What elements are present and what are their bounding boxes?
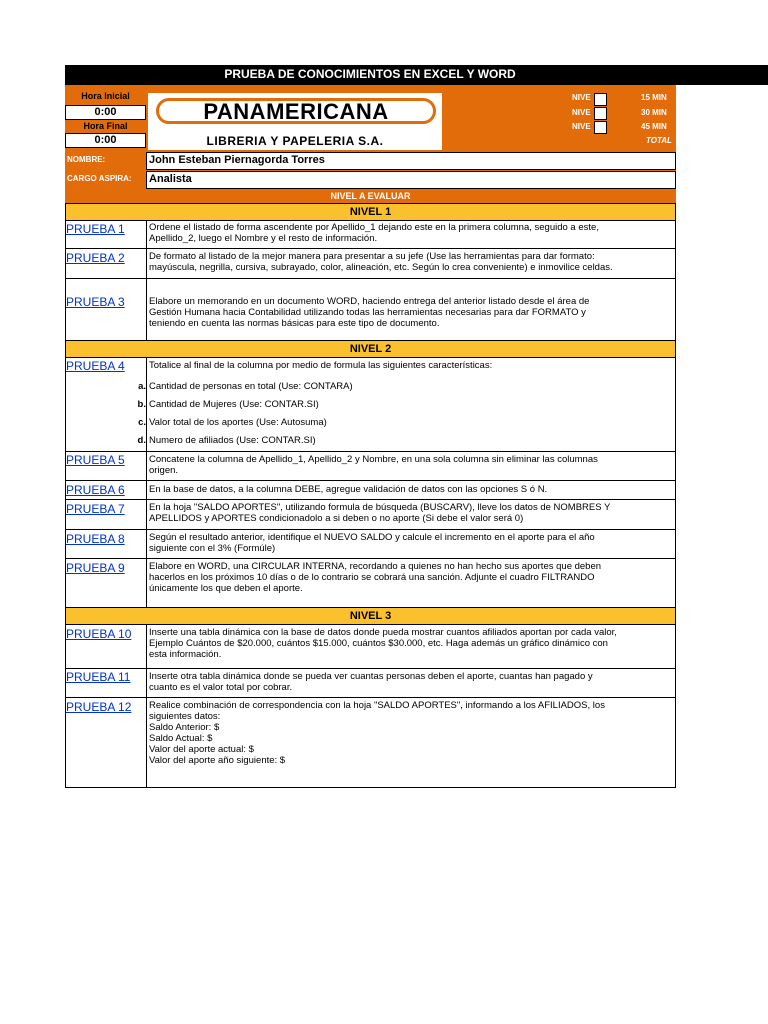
prueba-4-desc: Totalice al final de la columna por medio de formula las siguientes características: xyxy=(149,360,493,371)
prueba-7-link[interactable]: PRUEBA 7 xyxy=(66,502,125,516)
item-letter: d. xyxy=(137,435,146,446)
prueba-6-link[interactable]: PRUEBA 6 xyxy=(66,483,125,497)
prueba-12-link[interactable]: PRUEBA 12 xyxy=(66,700,132,714)
logo-brand: PANAMERICANA xyxy=(203,99,389,124)
logo-subtitle: LIBRERIA Y PAPELERIA S.A. xyxy=(206,134,384,148)
level-minutes-2: 30 MIN xyxy=(641,108,667,117)
prueba-4-link[interactable]: PRUEBA 4 xyxy=(66,359,125,373)
prueba-9-desc: Elabore en WORD, una CIRCULAR INTERNA, recordando a quienes no han hecho sus aportes que deben hacerlos en los próximos 10 días o de lo contrario se cobrará una sanción. Adjunte el cuadro FILTRANDO únicamente los que deben el aporte. xyxy=(149,561,602,594)
level-minutes-1: 15 MIN xyxy=(641,93,667,102)
prueba-5-desc: Concatene la columna de Apellido_1, Apellido_2 y Nombre, en una sola columna sin eliminar las columnas origen. xyxy=(149,454,598,476)
prueba-1-link[interactable]: PRUEBA 1 xyxy=(66,222,125,236)
row-divider xyxy=(65,451,676,452)
row-divider xyxy=(65,558,676,559)
level-label-2: NIVE xyxy=(572,108,591,117)
total-label: TOTAL xyxy=(646,136,672,145)
row-divider xyxy=(65,499,676,500)
item-text: Valor total de los aportes (Use: Autosuma) xyxy=(149,417,327,428)
item-letter: a. xyxy=(138,381,146,392)
name-label: NOMBRE: xyxy=(67,155,106,164)
nivel-2-header: NIVEL 2 xyxy=(65,340,676,358)
level-label-1: NIVE xyxy=(572,93,591,102)
prueba-1-desc: Ordene el listado de forma ascendente por Apellido_1 dejando este en la primera columna, seguido a este, Apellido_2, luego el Nombre y el resto de información. xyxy=(149,222,599,244)
prueba-2-desc: De formato al listado de la mejor manera para presentar a su jefe (Use las herramientas para dar formato: mayúscula, negrilla, cursiva, subrayado, color, alineación, etc. Según lo crea conveniente) e inmovilice celdas. xyxy=(149,251,613,273)
level-checkbox-1[interactable] xyxy=(594,93,607,106)
row-divider xyxy=(65,278,676,279)
row-divider xyxy=(65,668,676,669)
start-time-value[interactable]: 0:00 xyxy=(65,105,146,120)
level-checkbox-2[interactable] xyxy=(594,107,607,120)
item-letter: c. xyxy=(138,417,146,428)
row-divider xyxy=(65,480,676,481)
prueba-6-desc: En la base de datos, a la columna DEBE, agregue validación de datos con las opciones S ó N. xyxy=(149,484,548,495)
prueba-10-link[interactable]: PRUEBA 10 xyxy=(66,627,132,641)
end-time-label: Hora Final xyxy=(83,121,128,131)
role-field[interactable]: Analista xyxy=(146,171,676,189)
name-field[interactable]: John Esteban Piernagorda Torres xyxy=(146,152,676,170)
item-text: Cantidad de personas en total (Use: CONTARA) xyxy=(149,381,353,392)
prueba-11-desc: Inserte otra tabla dinámica donde se pueda ver cuantas personas deben el aporte, cuantas han pagado y cuanto es el valor total por cobrar. xyxy=(149,671,593,693)
title-bar xyxy=(65,65,768,85)
prueba-10-desc: Inserte una tabla dinámica con la base de datos donde pueda mostrar cuantos afiliados aportan por cada valor, Ejemplo Cuántos de $20.000, cuántos $15.000, cuántos $30.000, etc. Haga además un gráfico dinámico con esta información. xyxy=(149,627,617,660)
item-text: Cantidad de Mujeres (Use: CONTAR.SI) xyxy=(149,399,319,410)
prueba-2-link[interactable]: PRUEBA 2 xyxy=(66,251,125,265)
role-label: CARGO ASPIRA: xyxy=(67,174,132,183)
company-logo xyxy=(148,93,442,150)
prueba-9-link[interactable]: PRUEBA 9 xyxy=(66,561,125,575)
prueba-7-desc: En la hoja "SALDO APORTES", utilizando formula de búsqueda (BUSCARV), lleve los datos de NOMBRES Y APELLIDOS y APORTES condicionadolo a si deben o no aporte (Si debe el valor será 0) xyxy=(149,502,611,524)
item-letter: b. xyxy=(137,399,146,410)
prueba-8-link[interactable]: PRUEBA 8 xyxy=(66,532,125,546)
row-divider xyxy=(65,697,676,698)
start-time-label: Hora Inicial xyxy=(81,91,130,101)
nivel-1-header: NIVEL 1 xyxy=(65,203,676,221)
level-minutes-3: 45 MIN xyxy=(641,122,667,131)
nivel-evaluar-header: NIVEL A EVALUAR xyxy=(65,190,676,203)
prueba-8-desc: Según el resultado anterior, identifique el NUEVO SALDO y calcule el incremento en el aporte para el año siguiente con el 3% (Formúle) xyxy=(149,532,595,554)
prueba-3-link[interactable]: PRUEBA 3 xyxy=(66,295,125,309)
page-title: PRUEBA DE CONOCIMIENTOS EN EXCEL Y WORD xyxy=(224,67,516,81)
prueba-3-desc: Elabore un memorando en un documento WORD, haciendo entrega del anterior listado desde el área de Gestión Humana hacia Contabilidad utilizando todas las herramientas necesarias para dar FORMATO y teniendo en cuenta las normas básicas para este tipo de documento. xyxy=(149,296,590,329)
level-label-3: NIVE xyxy=(572,122,591,131)
nivel-3-header: NIVEL 3 xyxy=(65,607,676,625)
prueba-12-desc: Realice combinación de correspondencia con la hoja "SALDO APORTES", informando a los AFILIADOS, los siguientes datos: Saldo Anterior: $ Saldo Actual: $ Valor del aporte actual: $ Valor del aporte año siguiente: $ xyxy=(149,700,605,766)
item-text: Numero de afiliados (Use: CONTAR.SI) xyxy=(149,435,316,446)
level-checkbox-3[interactable] xyxy=(594,121,607,134)
row-divider xyxy=(65,248,676,249)
prueba-11-link[interactable]: PRUEBA 11 xyxy=(66,670,131,684)
end-time-value[interactable]: 0:00 xyxy=(65,133,146,148)
prueba-5-link[interactable]: PRUEBA 5 xyxy=(66,453,125,467)
row-divider xyxy=(65,529,676,530)
